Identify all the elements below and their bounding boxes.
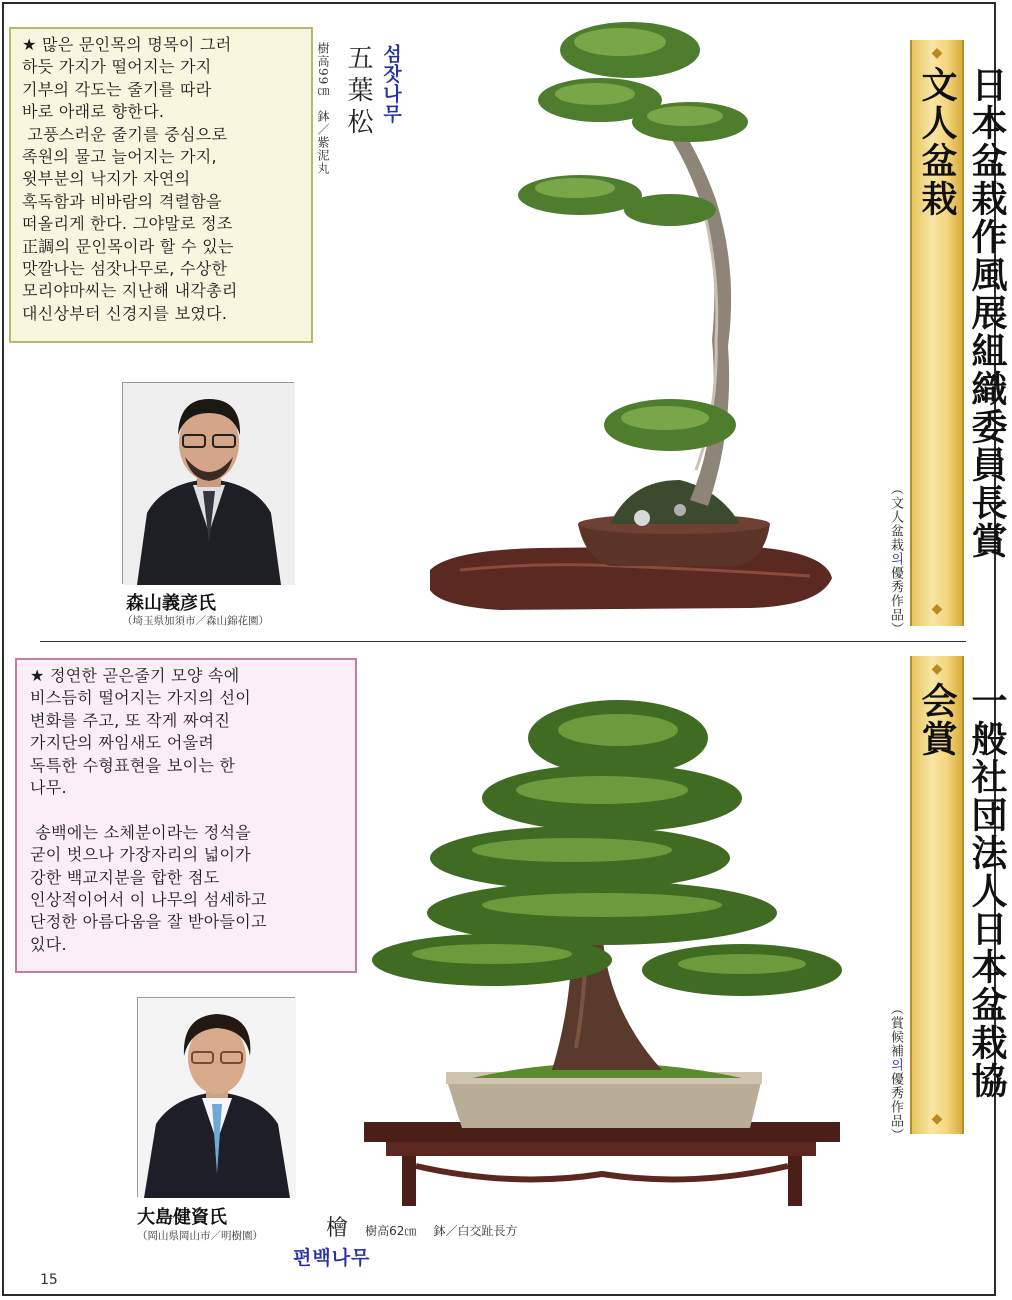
owner2-name: 大島健資氏 [137,1207,227,1228]
owner1-portrait [122,382,294,584]
tree2-spec-height: 樹高62㎝ [365,1224,417,1238]
banner-top-ornament: ◆ [931,661,943,677]
page-number: 15 [40,1272,58,1288]
tree2-caption [326,1211,518,1242]
bonsai-white-pine-image [420,10,840,610]
owner1-location: （埼玉県加須市／森山錦花園） [122,615,269,627]
award-note-2-pre: （賞候補 [888,1002,903,1058]
tree2-name-jp: 檜 [326,1216,349,1241]
tree1-spec-pot: 鉢／紫泥丸 [316,110,330,175]
banner-bottom-ornament: ◆ [931,1111,943,1127]
award-note-1-kr: 의 [888,552,903,566]
award-banner-2 [910,656,1008,1134]
tree2-name-kr: 편백나무 [293,1247,371,1269]
description-box-1: ★ 많은 문인목의 명목이 그러 하듯 가지가 떨어지는 가지 기부의 각도는 줄기를 따라 바로 아래로 향한다. 고풍스러운 줄기를 중심으로 족원의 물고 늘어지는 가지, 윗부분의 낙지가 자연의 혹독함과 비바람의 격렬함을 떠올리게 한다. 그야말로 정조 正調의 문인목이라 할 수 있는 맛깔나는 섬잣나무로, 수상한 모리야마씨는 지난해 내각총리 대신상부터 신경지를 보였다. [9,27,313,343]
award-note-2-kr: 의 [888,1058,903,1072]
owner2-portrait [137,997,295,1197]
bonsai-hinoki-image [362,698,852,1208]
award-note-1 [886,482,905,636]
tree1-name-jp: 五葉松 [343,44,373,140]
banner-top-ornament: ◆ [931,45,943,61]
award-note-1-pre: （文人盆栽 [888,482,903,552]
award-title-2: 一般社団法人日本盆栽協会賞 [916,682,1008,1100]
award-note-1-post: 優秀作品） [888,566,903,636]
banner-bottom-ornament: ◆ [931,601,943,617]
award-note-2 [886,1002,905,1142]
description-box-2: ★ 정연한 곧은줄기 모양 속에 비스듬히 떨어지는 가지의 선이 변화를 주고, 또 작게 짜여진 가지단의 짜임새도 어울려 독특한 수형표현을 보이는 한 나무. 송백에는 소체분이라는 정석을 굳이 벗으나 가장자리의 넓이가 강한 백교지분을 합한 점도 인상적이어서 이 나무의 섬세하고 단정한 아름다움을 잘 받아들이고 있다. [15,658,357,973]
award-banner-1 [910,40,1008,626]
tree1-name-kr: 섬잣나무 [380,44,402,124]
award-title-1: 日本盆栽作風展組織委員長賞 文人盆栽 [916,66,1008,598]
tree1-spec-height: 樹高99㎝ [316,42,330,99]
owner2-location: （岡山県岡山市／明樹園） [137,1230,263,1242]
owner1-name: 森山義彦氏 [126,593,216,614]
section-divider [40,641,966,642]
tree2-spec-pot: 鉢／白交趾長方 [433,1224,518,1238]
award-note-2-post: 優秀作品） [888,1072,903,1142]
